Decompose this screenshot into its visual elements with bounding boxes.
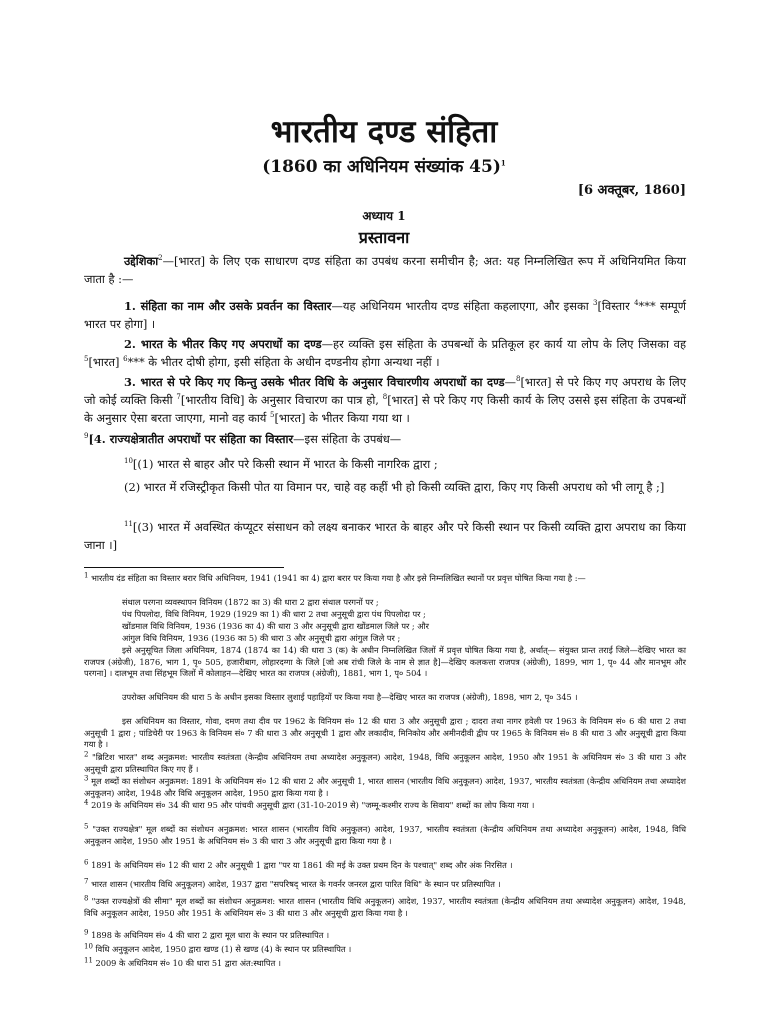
footnote-text: 2019 के अधिनियम सं० 34 की धारा 95 और पांचवी अनुसूची द्वारा (31-10-2019 से) "जम्मू-कश्मीर राज्य के सिवाय" शब्दों का लोप किया गया ।	[88, 800, 535, 810]
footnote-number: 10	[84, 942, 93, 951]
footnote-text: विधि अनुकूलन आदेश, 1950 द्वारा खण्ड (1) से खण्ड (4) के स्थान पर प्रतिस्थापित ।	[92, 944, 352, 954]
footnote-ref: 11	[124, 520, 133, 529]
footnote-10	[84, 944, 686, 956]
footnote-ref: 2	[158, 254, 163, 263]
preamble-heading: प्रस्तावना	[358, 228, 410, 247]
footnote-ref: 3	[593, 299, 598, 308]
footnote-1d: आंगुल विधि विनियम, 1936 (1936 का 5) की धारा 3 और अनुसूची द्वारा आंगुल जिले पर ;	[122, 633, 401, 643]
paragraph-text: —इस संहिता के उपबंध—	[293, 432, 402, 446]
section-heading: 3. भारत से परे किए गए किन्तु उसके भीतर विधि के अनुसार विचारणीय अपराधों का दण्ड	[124, 375, 505, 389]
paragraph-text: —यह अधिनियम भारतीय दण्ड संहिता कहलाएगा, और इसका	[331, 299, 593, 313]
footnote-number: 9	[84, 928, 89, 937]
section-heading: [4. राज्यक्षेत्रातीत अपराधों पर संहिता का विस्तार	[88, 432, 294, 446]
footnote-number: 11	[84, 956, 93, 965]
footnote-ref: 9	[84, 432, 89, 441]
footnote-number: 3	[84, 774, 89, 783]
footnote-ref: 8	[382, 393, 388, 402]
paragraph-text: [भारत] के भीतर किया गया था ।	[274, 411, 410, 425]
subtitle-text: (1860 का अधिनियम संख्यांक 45)	[262, 157, 501, 177]
clause-2-paragraph	[84, 478, 686, 496]
footnote-ref: 4	[634, 299, 639, 308]
clause-1-paragraph	[84, 455, 686, 473]
paragraph-text: *** सम्पूर्ण भारत पर होगा] ।	[84, 299, 687, 331]
footnote-number: 7	[84, 877, 89, 886]
footnote-4	[84, 800, 686, 812]
section-3-paragraph	[84, 373, 686, 427]
footnote-1b: पंथ पिपलोदा, विधि विनियम, 1929 (1929 का 1) की धारा 2 तथा अनुसूची द्वारा पंथ पिपलोदा पर ;	[122, 609, 426, 619]
footnote-9	[84, 930, 686, 942]
footnote-1e: इसे अनुसूचित जिला अधिनियम, 1874 (1874 का 14) की धारा 3 (क) के अधीन निम्नलिखित जिलों में प्रवृत्त घोषित किया गया है, अर्थात्— संयुक्त प्रान्त तराई जिले—देखिए भारत का राजपत्र (अंग्रेजी), 1876, भाग 1, पृ० 505, हजारीबाग, लोहारदग्गा के जिले [जो अब रांची जिले के नाम से ज्ञात है]—देखिए कलकत्ता राजपत्र (अंग्रेजी), 1899, भाग 1, पृ० 44 और मानभूम और परगना] । दालभूम तथा सिंहभूम जिलों में कोलाहन—देखिए भारत का राजपत्र (अंग्रेजी), 1881, भाग 1, पृ० 504 ।	[84, 645, 686, 679]
footnote-6	[84, 860, 686, 872]
footnote-number: 1	[84, 571, 89, 580]
footnote-divider	[84, 567, 284, 568]
footnote-ref: 10	[124, 457, 133, 466]
enactment-date: [6 अक्तूबर, 1860]	[577, 183, 686, 198]
footnote-1g: इस अधिनियम का विस्तार, गोवा, दमण तथा दीव पर 1962 के विनियम सं० 12 की धारा 3 और अनुसूची द्वारा ; दादरा तथा नागर हवेली पर 1963 के विनियम सं० 6 की धारा 2 तथा अनुसूची 1 द्वारा ; पांडिचेरी पर 1963 के विनियम सं० 7 की धारा 3 और अनुसूची 1 द्वारा और लकादीव, मिनिकोय और अमीनदीवी द्वीप पर 1965 के विनियम सं० 8 की धारा 3 और अनुसूची द्वारा किया गया है ।	[84, 716, 686, 750]
footnote-1a: संथाल परगना व्यवस्थापन विनियम (1872 का 3) की धारा 2 द्वारा संथाल परगनों पर ;	[122, 597, 379, 607]
footnote-text: मूल शब्दों का संशोधन अनुक्रमश: 1891 के अधिनियम सं० 12 की धारा 2 और अनुसूची 1, भारत शासन (भारतीय विधि अनुकूलन) आदेश, 1937, भारतीय स्वतंत्रता (केन्द्रीय अधिनियम तथा अध्यादेश अनुकूलन) आदेश, 1948 और विधि अनुकूलन आदेश, 1950 द्वारा किया गया है ।	[84, 776, 686, 798]
section-1-paragraph	[84, 297, 686, 333]
footnote-ref: 5	[84, 355, 89, 364]
footnote-number: 8	[84, 894, 89, 903]
footnote-8	[84, 896, 686, 919]
footnote-ref: 6	[123, 355, 128, 364]
footnote-text: भारत शासन (भारतीय विधि अनुकूलन) आदेश, 1937 द्वारा "सपरिषद् भारत के गवर्नर जनरल द्वारा पारित विधि" के स्थान पर प्रतिस्थापित ।	[88, 879, 501, 889]
footnote-text: "उक्त राज्यक्षेत्रों की सीमा" मूल शब्दों का संशोधन अनुक्रमश: भारत शासन (भारतीय विधि अनुकूलन) आदेश, 1937, भारतीय स्वतंत्रता (केन्द्रीय अधिनियम तथा अध्यादेश अनुकूलन) आदेश, 1948, विधि अनुकूलन आदेश, 1950 और 1951 के अधिनियम सं० 3 की धारा 3 और अनुसूची द्वारा किया गया है ।	[84, 896, 686, 918]
footnote-text: 1898 के अधिनियम सं० 4 की धारा 2 द्वारा मूल धारा के स्थान पर प्रतिस्थापित ।	[88, 930, 330, 940]
section-4-paragraph	[84, 430, 686, 448]
paragraph-text: —हर व्यक्ति इस संहिता के उपबन्धों के प्रतिकूल हर कार्य या लोप के लिए जिसका वह	[321, 337, 686, 351]
paragraph-text: [भारतीय विधि] के अनुसार विचारण का पात्र हो,	[180, 393, 383, 407]
paragraph-text: [भारत] से परे किए गए अपराध के लिए जो कोई व्यक्ति किसी	[84, 375, 687, 407]
paragraph-text: —[भारत] के लिए एक साधारण दण्ड संहिता का उपबंध करना समीचीन है; अत: यह निम्नलिखित रूप में अधिनियमित किया जाता है :—	[84, 254, 686, 286]
footnote-number: 6	[84, 858, 89, 867]
clause-3-paragraph	[84, 518, 686, 554]
paragraph-text: *** के भीतर दोषी होगा, इसी संहिता के अधीन दण्डनीय होगा अन्यथा नहीं ।	[127, 355, 440, 369]
footnote-number: 4	[84, 798, 89, 807]
footnote-text: 2009 के अधिनियम सं० 10 की धारा 51 द्वारा अंत:स्थापित ।	[92, 958, 281, 968]
footnote-text: "ब्रिटिश भारत" शब्द अनुक्रमश: भारतीय स्वतंत्रता (केन्द्रीय अधिनियम तथा अध्यादेश अनुकूलन) आदेश, 1948, विधि अनुकूलन आदेश, 1950 और 1951 के अधिनियम सं० 3 की धारा 3 और अनुसूची द्वारा प्रतिस्थापित किए गए हैं ।	[84, 752, 686, 774]
footnote-7	[84, 879, 686, 891]
footnote-5	[84, 824, 686, 847]
paragraph-text: [(3) भारत में अवस्थित कंप्यूटर संसाधन को लक्ष्य बनाकर भारत के बाहर और परे किसी स्थान पर किसी व्यक्ति द्वारा अपराध का किया जाना ।]	[84, 520, 686, 552]
section-heading: 1. संहिता का नाम और उसके प्रवर्तन का विस्तार	[124, 299, 332, 313]
footnote-ref: 8	[516, 375, 521, 384]
footnote-ref: 5	[270, 411, 275, 420]
preamble-paragraph	[84, 252, 686, 288]
footnote-3	[84, 776, 686, 799]
footnote-number: 5	[84, 822, 89, 831]
footnote-1c: खोंडमाल विधि विनियम, 1936 (1936 का 4) की धारा 3 और अनुसूची द्वारा खोंडमाल जिले पर ; और	[122, 621, 430, 631]
chapter-heading: अध्याय 1	[362, 209, 406, 223]
footnote-1f: उपरोक्त अधिनियम की धारा 5 के अधीन इसका विस्तार लुशाई पहाड़ियों पर किया गया है—देखिए भारत का राजपत्र (अंग्रेजी), 1898, भाग 2, पृ० 345 ।	[122, 692, 578, 702]
footnote-ref: 7	[176, 393, 181, 402]
footnote-1	[84, 573, 686, 585]
document-subtitle	[0, 156, 768, 178]
section-heading: 2. भारत के भीतर किए गए अपराधों का दण्ड	[124, 337, 322, 351]
paragraph-text: [विस्तार	[597, 299, 635, 313]
footnote-text: भारतीय दंड संहिता का विस्तार बरार विधि अधिनियम, 1941 (1941 का 4) द्वारा बरार पर किया गया है और इसे निम्नलिखित स्थानों पर प्रवृत्त घोषित किया गया है :—	[88, 573, 586, 583]
paragraph-text: [भारत] से परे किए गए किसी कार्य के लिए उससे इस संहिता के उपबन्धों के अनुसार ऐसा बरता जाएगा, मानो वह कार्य	[84, 393, 687, 425]
paragraph-text: [(1) भारत से बाहर और परे किसी स्थान में भारत के किसी नागरिक द्वारा ;	[132, 457, 438, 471]
footnote-11	[84, 958, 686, 970]
paragraph-text: [भारत]	[88, 355, 124, 369]
footnote-text: 1891 के अधिनियम सं० 12 की धारा 2 और अनुसूची 1 द्वारा "पर या 1861 की मई के उक्त प्रथम दिन के पश्चात्" शब्द और अंक निरसित ।	[88, 860, 513, 870]
section-2-paragraph	[84, 335, 686, 371]
footnote-ref: 1	[500, 158, 506, 168]
footnote-2	[84, 752, 686, 775]
paragraph-text: (2) भारत में रजिस्ट्रीकृत किसी पोत या विमान पर, चाहे वह कहीं भी हो किसी व्यक्ति द्वारा, किए गए किसी अपराध को भी लागू है ;]	[124, 480, 665, 494]
footnote-number: 2	[84, 750, 89, 759]
paragraph-lead: उद्देशिका	[124, 254, 159, 268]
paragraph-text: —	[504, 375, 517, 389]
document-title: भारतीय दण्ड संहिता	[270, 114, 498, 150]
footnote-text: "उक्त राज्यक्षेत्र" मूल शब्दों का संशोधन अनुक्रमश: भारत शासन (भारतीय विधि अनुकूलन) आदेश, 1937, भारतीय स्वतंत्रता (केन्द्रीय अधिनियम तथा अध्यादेश अनुकूलन) आदेश, 1948, विधि अनुकूलन आदेश, 1950 और 1951 के अधिनियम सं० 3 की धारा 3 और अनुसूची द्वारा किया गया है ।	[84, 824, 686, 846]
